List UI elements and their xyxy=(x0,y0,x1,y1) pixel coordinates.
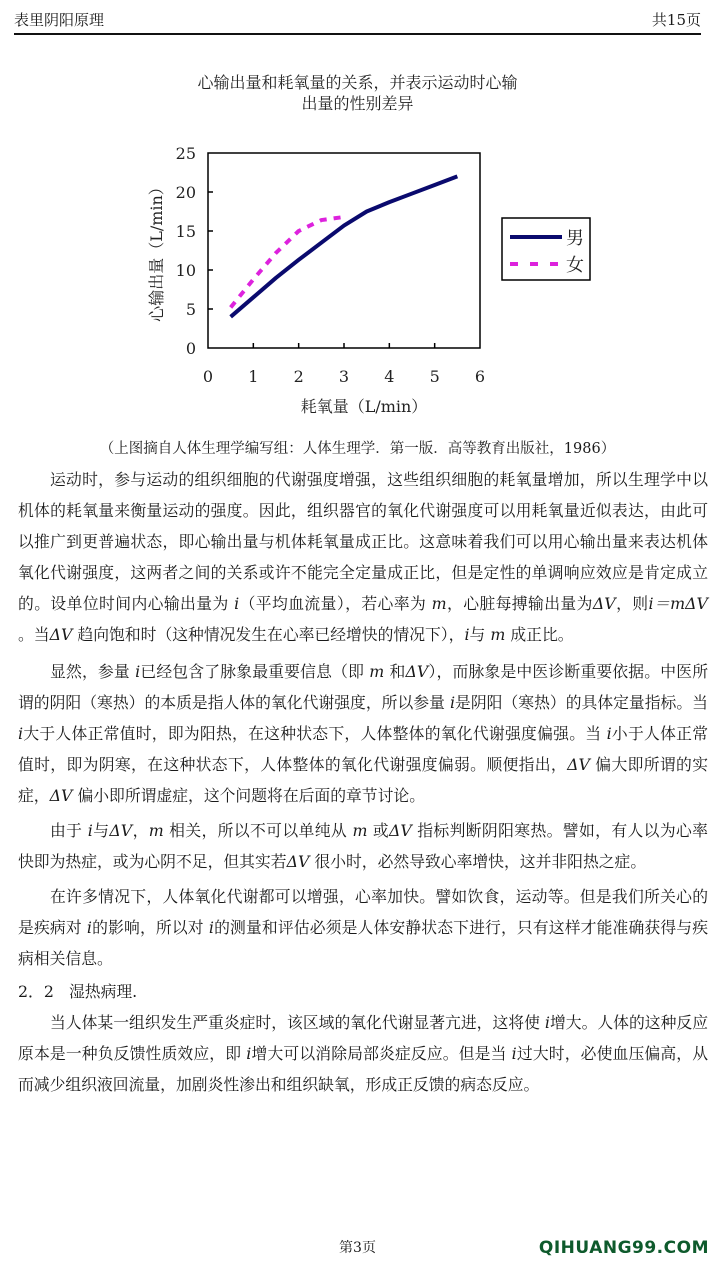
text-run: 由于 xyxy=(50,821,88,840)
math-symbol: ΔV xyxy=(49,625,73,644)
text-run: 当人体某一组织发生严重炎症时，该区域的氧化代谢显著亢进，这将使 xyxy=(50,1013,545,1032)
math-symbol: i xyxy=(86,918,92,937)
text-run: 的影响，所以对 xyxy=(91,918,209,937)
x-tick-label: 2 xyxy=(293,367,304,386)
x-tick-label: 3 xyxy=(338,367,350,386)
y-axis-label: 心输出量（L/min） xyxy=(147,179,166,322)
text-run: 的测量和评估必须是人体安静状态下进行，只有这样才能准确获得与疾病相关信息。 xyxy=(18,918,708,968)
math-symbol: ΔV xyxy=(567,755,590,774)
section-paragraph xyxy=(18,1007,708,1100)
text-run: 相关，所以不可以单纯从 xyxy=(163,821,353,840)
text-run: ， xyxy=(132,821,149,840)
math-symbol: i xyxy=(135,662,141,681)
series-line-female xyxy=(231,217,344,307)
section-title: 湿热病理. xyxy=(68,982,138,1001)
math-symbol: i xyxy=(464,625,470,644)
text-run: 已经包含了脉象最重要信息（即 xyxy=(140,662,370,681)
text-run: 偏大即所谓的实症， xyxy=(18,755,708,805)
math-symbol: i xyxy=(544,1013,550,1032)
x-tick-label: 6 xyxy=(474,367,486,386)
document-title: 表里阴阳原理 xyxy=(14,11,105,29)
text-run: 小于人体正常值时，即为阴寒，在这种状态下，人体整体的氧化代谢强度偏弱。顺便指出， xyxy=(18,724,708,774)
text-run: 成正比。 xyxy=(505,625,574,644)
math-symbol: i xyxy=(18,724,24,743)
text-run: 或 xyxy=(367,821,390,840)
paragraph-2 xyxy=(18,656,708,811)
text-run: 和 xyxy=(384,662,406,681)
series-line-male xyxy=(231,176,458,316)
math-symbol: i xyxy=(208,918,214,937)
math-symbol: ΔV xyxy=(389,821,412,840)
math-symbol: m xyxy=(431,594,447,613)
text-run: 大于人体正常值时，即为阳热，在这种状态下，人体整体的氧化代谢强度偏强。当 xyxy=(23,724,607,743)
math-symbol: m xyxy=(490,625,506,644)
text-run: 与 xyxy=(92,821,110,840)
text-run: 偏小即所谓虚症，这个问题将在后面的章节讨论。 xyxy=(72,786,425,805)
paragraph-4 xyxy=(18,881,708,974)
text-run: （平均血流量），若心率为 xyxy=(239,594,432,613)
page-count: 共15页 xyxy=(651,11,701,29)
section-number: 2．2 xyxy=(18,982,54,1001)
y-tick-label: 15 xyxy=(175,222,196,241)
paragraph-1 xyxy=(18,464,708,650)
x-tick-label: 5 xyxy=(429,367,440,386)
math-symbol: i xyxy=(234,594,240,613)
math-symbol: i xyxy=(511,1044,517,1063)
math-symbol: i xyxy=(449,693,455,712)
text-run: 趋向饱和时（这种情况发生在心率已经增快的情况下）， xyxy=(72,625,465,644)
math-symbol: m xyxy=(369,662,385,681)
chart-title-line-1: 心输出量和耗氧量的关系，并表示运动时心输 xyxy=(197,73,518,92)
math-symbol: i＝mΔV xyxy=(648,594,708,613)
x-tick-label: 4 xyxy=(384,367,395,386)
y-tick-label: 0 xyxy=(185,339,196,358)
text-run: ，则 xyxy=(615,594,649,613)
cardiac-output-chart xyxy=(0,140,715,430)
paragraph-3 xyxy=(18,815,708,877)
figure-caption: （上图摘自人体生理学编写组：人体生理学．第一版．高等教育出版社，1986） xyxy=(99,441,616,457)
legend-label: 男 xyxy=(566,228,584,249)
chart-title xyxy=(0,72,715,114)
chart-title-line-2: 出量的性别差异 xyxy=(301,94,414,113)
math-symbol: ΔV xyxy=(109,821,133,840)
y-tick-label: 5 xyxy=(185,300,196,319)
text-run: 增大可以消除局部炎症反应。但是当 xyxy=(251,1044,512,1063)
text-run: 过大时，必使血压偏高，从而减少组织液回流量，加剧炎性渗出和组织缺氧，形成正反馈的病态反应。 xyxy=(18,1044,708,1094)
text-run: 。当 xyxy=(18,625,50,644)
math-symbol: ΔV xyxy=(592,594,616,613)
text-run: 与 xyxy=(469,625,491,644)
section-heading xyxy=(18,976,708,1007)
text-run: ，心脏每搏输出量为 xyxy=(446,594,593,613)
body-text xyxy=(18,464,708,1100)
x-tick-label: 1 xyxy=(248,367,259,386)
math-symbol: i xyxy=(87,821,93,840)
legend-label: 女 xyxy=(566,255,584,276)
text-run: 很小时，必然导致心率增快，这并非阳热之症。 xyxy=(309,852,647,871)
math-symbol: m xyxy=(148,821,164,840)
math-symbol: ΔV xyxy=(286,852,310,871)
math-symbol: i xyxy=(246,1044,252,1063)
math-symbol: i xyxy=(606,724,612,743)
text-run: ），而脉象是中医诊断重要依据。中医所谓的阴阳（寒热）的本质是指人体的氧化代谢强度，所以参量 xyxy=(18,662,708,712)
text-run: 是阴阳（寒热）的具体定量指标。当 xyxy=(455,693,708,712)
y-tick-label: 10 xyxy=(175,261,196,280)
page-number: 第3页 xyxy=(339,1240,376,1256)
math-symbol: ΔV xyxy=(49,786,73,805)
text-run: 增大。人体的这种反应原本是一种负反馈性质效应，即 xyxy=(18,1013,708,1063)
page-header xyxy=(14,4,701,35)
math-symbol: ΔV xyxy=(405,662,429,681)
math-symbol: m xyxy=(352,821,368,840)
y-tick-label: 25 xyxy=(175,144,196,163)
text-run: 运动时，参与运动的组织细胞的代谢强度增强，这些组织细胞的耗氧量增加，所以生理学中以机体的耗氧量来衡量运动的强度。因此，组织器官的氧化代谢强度可以用耗氧量近似表达，由此可以推广到更普遍状态，即心输出量与机体耗氧量成正比。这意味着我们可以用心输出量来表达机体氧化代谢强度，这两者之间的关系或许不能完全定量成正比，但是定性的单调响应效应是肯定成立的。设单位时间内心输出量为 xyxy=(18,470,708,613)
y-tick-label: 20 xyxy=(175,183,196,202)
text-run: 在许多情况下，人体氧化代谢都可以增强，心率加快。譬如饮食，运动等。但是我们所关心的是疾病对 xyxy=(18,887,708,937)
x-tick-label: 0 xyxy=(202,367,214,386)
x-axis-label: 耗氧量（L/min） xyxy=(300,397,428,416)
watermark-logo: QIHUANG99.COM xyxy=(538,1238,709,1258)
text-run: 指标判断阴阳寒热。譬如，有人以为心率快即为热症，或为心阴不足，但其实若 xyxy=(18,821,708,871)
text-run: 显然，参量 xyxy=(50,662,136,681)
